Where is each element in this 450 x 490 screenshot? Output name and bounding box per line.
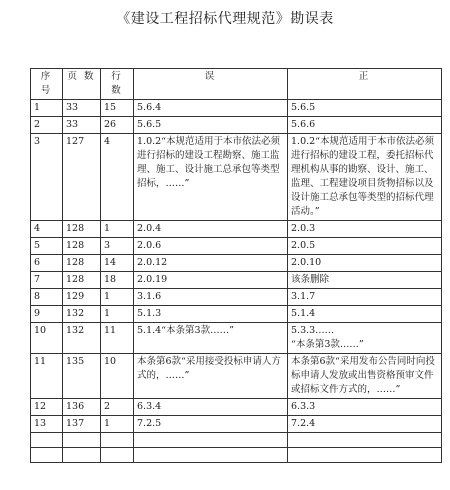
cell-line: 18 <box>101 272 134 289</box>
table-row <box>31 238 442 255</box>
cell-wrong: 1.0.2“本规范适用于本市依法必须进行招标的建设工程勘察、施工监理、施工、设计施工总承包等类型招标，……” <box>134 134 288 221</box>
cell-right: 该条删除 <box>288 272 442 289</box>
page-title: 《建设工程招标代理规范》勘误表 <box>116 11 334 27</box>
cell-wrong: 2.0.12 <box>134 255 288 272</box>
table-row <box>31 399 442 416</box>
table-header-row <box>31 69 442 100</box>
cell-no: 9 <box>31 306 63 323</box>
cell-no: 13 <box>31 416 63 433</box>
table-row <box>31 272 442 289</box>
cell-line: 4 <box>101 134 134 221</box>
cell-page: 33 <box>63 100 101 117</box>
cell-line: 10 <box>101 354 134 399</box>
cell-right: 2.0.5 <box>288 238 442 255</box>
cell-no: 6 <box>31 255 63 272</box>
table-row <box>31 221 442 238</box>
table-row <box>31 306 442 323</box>
blank-cell <box>63 433 101 448</box>
cell-right: 2.0.3 <box>288 221 442 238</box>
cell-line: 1 <box>101 416 134 433</box>
table-row <box>31 289 442 306</box>
cell-wrong: 2.0.19 <box>134 272 288 289</box>
cell-right: 2.0.10 <box>288 255 442 272</box>
blank-cell <box>134 433 288 448</box>
cell-line: 1 <box>101 306 134 323</box>
cell-page: 128 <box>63 221 101 238</box>
cell-line: 3 <box>101 238 134 255</box>
header-wrong: 误 <box>134 69 288 100</box>
cell-no: 3 <box>31 134 63 221</box>
cell-right: 5.1.4 <box>288 306 442 323</box>
cell-right: 3.1.7 <box>288 289 442 306</box>
cell-no: 5 <box>31 238 63 255</box>
table-row <box>31 255 442 272</box>
cell-no: 8 <box>31 289 63 306</box>
blank-row <box>31 433 442 448</box>
blank-row <box>31 448 442 463</box>
header-no: 序 号 <box>31 69 63 100</box>
cell-no: 11 <box>31 354 63 399</box>
blank-cell <box>31 433 63 448</box>
header-right: 正 <box>288 69 442 100</box>
cell-page: 132 <box>63 323 101 354</box>
cell-line: 11 <box>101 323 134 354</box>
cell-right: 本条第6款“采用发布公告同时向投标申请人发放或出售资格预审文件或招标文件方式的，……” <box>288 354 442 399</box>
cell-wrong: 5.6.4 <box>134 100 288 117</box>
cell-line: 14 <box>101 255 134 272</box>
cell-no: 2 <box>31 117 63 134</box>
cell-page: 136 <box>63 399 101 416</box>
table-row <box>31 323 442 354</box>
cell-line: 15 <box>101 100 134 117</box>
cell-right: 6.3.3 <box>288 399 442 416</box>
cell-page: 132 <box>63 306 101 323</box>
cell-wrong: 2.0.6 <box>134 238 288 255</box>
cell-wrong: 5.1.4“本条第3款……” <box>134 323 288 354</box>
table-row <box>31 100 442 117</box>
cell-wrong: 5.6.5 <box>134 117 288 134</box>
blank-cell <box>134 448 288 463</box>
table-row <box>31 117 442 134</box>
cell-right: 5.3.3…… “本条第3款……” <box>288 323 442 354</box>
cell-page: 127 <box>63 134 101 221</box>
cell-right: 5.6.6 <box>288 117 442 134</box>
cell-no: 7 <box>31 272 63 289</box>
cell-page: 128 <box>63 238 101 255</box>
blank-cell <box>63 448 101 463</box>
cell-page: 129 <box>63 289 101 306</box>
errata-table <box>30 68 442 463</box>
blank-cell <box>288 448 442 463</box>
cell-page: 135 <box>63 354 101 399</box>
blank-cell <box>101 448 134 463</box>
cell-right: 5.6.5 <box>288 100 442 117</box>
cell-line: 26 <box>101 117 134 134</box>
cell-wrong: 3.1.6 <box>134 289 288 306</box>
cell-wrong: 本条第6款“采用接受投标申请人方式的，……” <box>134 354 288 399</box>
cell-line: 1 <box>101 289 134 306</box>
header-line: 行 数 <box>101 69 134 100</box>
cell-right: 1.0.2“本规范适用于本市依法必须进行招标的建设工程，委托招标代理机构从事的勘察、设计、施工、监理、工程建设项目货物招标以及设计施工总承包等类型的招标代理活动。” <box>288 134 442 221</box>
table-row <box>31 354 442 399</box>
cell-wrong: 2.0.4 <box>134 221 288 238</box>
cell-page: 33 <box>63 117 101 134</box>
cell-page: 137 <box>63 416 101 433</box>
cell-line: 2 <box>101 399 134 416</box>
blank-cell <box>31 448 63 463</box>
cell-wrong: 6.3.4 <box>134 399 288 416</box>
header-page: 页 数 <box>63 69 101 100</box>
blank-cell <box>101 433 134 448</box>
cell-wrong: 7.2.5 <box>134 416 288 433</box>
table-row <box>31 416 442 433</box>
cell-page: 128 <box>63 255 101 272</box>
cell-wrong: 5.1.3 <box>134 306 288 323</box>
cell-no: 12 <box>31 399 63 416</box>
cell-no: 4 <box>31 221 63 238</box>
cell-page: 128 <box>63 272 101 289</box>
blank-cell <box>288 433 442 448</box>
cell-no: 10 <box>31 323 63 354</box>
cell-right: 7.2.4 <box>288 416 442 433</box>
cell-no: 1 <box>31 100 63 117</box>
cell-line: 1 <box>101 221 134 238</box>
table-row <box>31 134 442 221</box>
